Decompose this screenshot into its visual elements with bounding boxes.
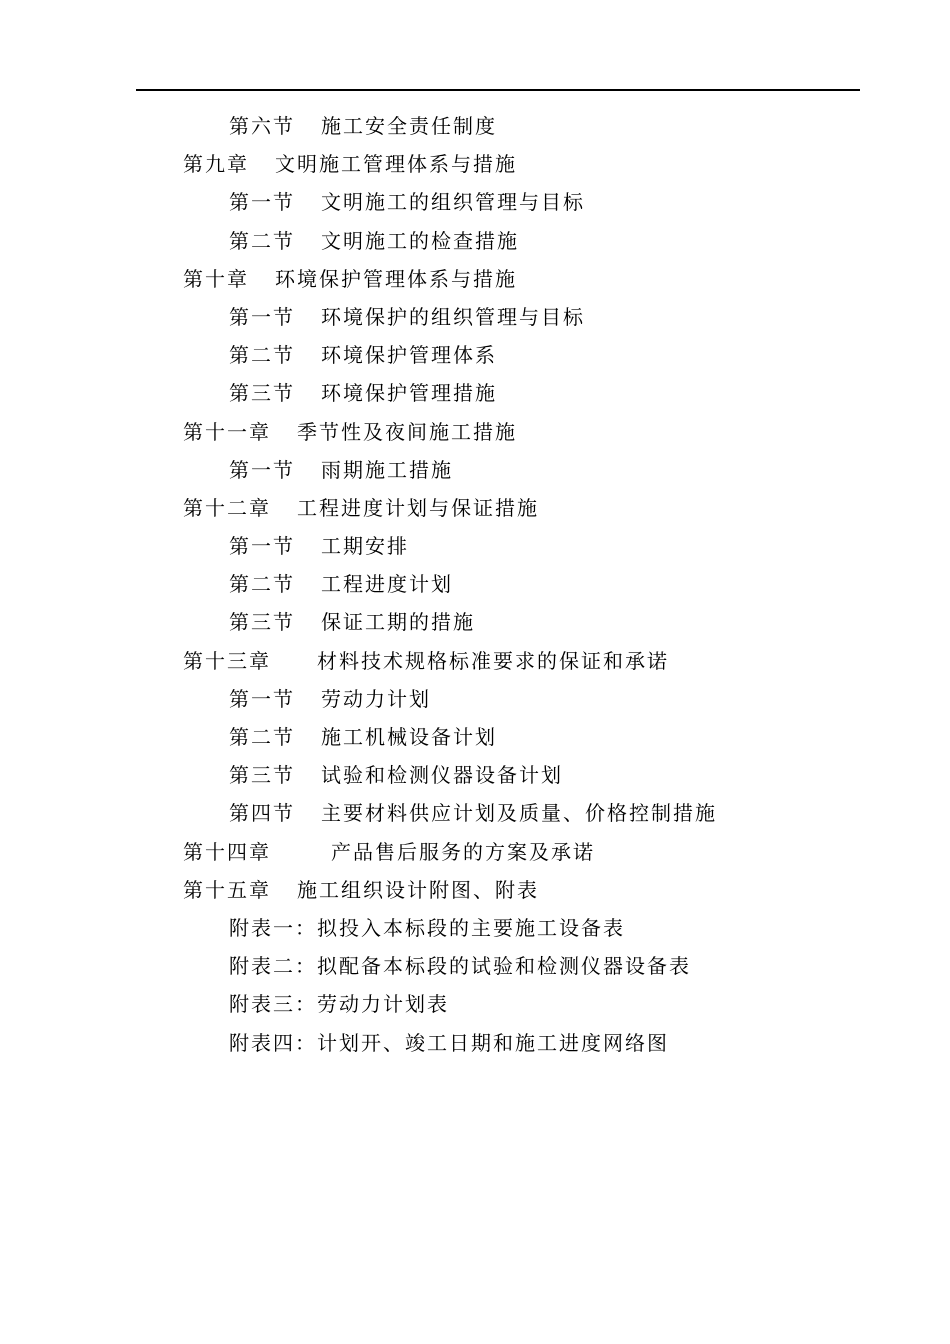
toc-entry-title: 文明施工管理体系与措施 xyxy=(275,152,517,177)
toc-entry-number: 第一节 xyxy=(229,534,295,559)
toc-entry-title: 环境保护管理体系 xyxy=(321,343,497,368)
toc-entry-number: 第十四章 xyxy=(183,839,271,864)
toc-entry-title: 试验和检测仪器设备计划 xyxy=(321,763,563,788)
toc-section-entry[interactable] xyxy=(0,603,950,641)
toc-entry-number: 第九章 xyxy=(183,152,249,177)
toc-section-entry[interactable] xyxy=(0,298,950,336)
toc-section-entry[interactable] xyxy=(0,794,950,832)
toc-section-entry[interactable] xyxy=(0,680,950,718)
toc-entry-number: 附表四： xyxy=(229,1030,317,1055)
toc-chapter-entry[interactable] xyxy=(0,413,950,451)
toc-entry-title: 季节性及夜间施工措施 xyxy=(297,419,517,444)
toc-section-entry[interactable] xyxy=(0,718,950,756)
toc-section-entry[interactable] xyxy=(0,756,950,794)
toc-entry-number: 第一节 xyxy=(229,304,295,329)
toc-entry-title: 拟配备本标段的试验和检测仪器设备表 xyxy=(317,954,691,979)
toc-entry-number: 第三节 xyxy=(229,381,295,406)
toc-entry-title: 文明施工的检查措施 xyxy=(321,228,519,253)
toc-entry-number: 附表三： xyxy=(229,992,317,1017)
toc-chapter-entry[interactable] xyxy=(0,642,950,680)
toc-entry-title: 环境保护管理措施 xyxy=(321,381,497,406)
toc-entry-title: 环境保护管理体系与措施 xyxy=(275,266,517,291)
header-rule xyxy=(136,89,860,91)
toc-entry-number: 第三节 xyxy=(229,763,295,788)
toc-entry-number: 第一节 xyxy=(229,457,295,482)
toc-entry-title: 劳动力计划表 xyxy=(317,992,449,1017)
toc-chapter-entry[interactable] xyxy=(0,871,950,909)
toc-chapter-entry[interactable] xyxy=(0,833,950,871)
toc-entry-title: 保证工期的措施 xyxy=(321,610,475,635)
toc-entry-title: 工期安排 xyxy=(321,534,409,559)
toc-entry-title: 文明施工的组织管理与目标 xyxy=(321,190,585,215)
toc-entry-title: 施工组织设计附图、附表 xyxy=(297,877,539,902)
toc-entry-title: 环境保护的组织管理与目标 xyxy=(321,304,585,329)
toc-entry-title: 劳动力计划 xyxy=(321,686,431,711)
toc-entry-title: 工程进度计划 xyxy=(321,572,453,597)
toc-entry-number: 第十三章 xyxy=(183,648,271,673)
toc-entry-number: 第十二章 xyxy=(183,495,271,520)
toc-section-entry[interactable] xyxy=(0,451,950,489)
toc-entry-number: 附表一： xyxy=(229,915,317,940)
toc-section-entry[interactable] xyxy=(0,374,950,412)
toc-entry-number: 第十章 xyxy=(183,266,249,291)
toc-entry-title: 拟投入本标段的主要施工设备表 xyxy=(317,915,625,940)
table-of-contents xyxy=(0,107,950,1062)
toc-entry-number: 第二节 xyxy=(229,572,295,597)
toc-entry-number: 第四节 xyxy=(229,801,295,826)
toc-section-entry[interactable] xyxy=(0,985,950,1023)
toc-entry-number: 第二节 xyxy=(229,725,295,749)
toc-section-entry[interactable] xyxy=(0,107,950,145)
toc-entry-title: 主要材料供应计划及质量、价格控制措施 xyxy=(321,801,717,826)
toc-entry-number: 第二节 xyxy=(229,343,295,368)
toc-section-entry[interactable] xyxy=(0,222,950,260)
toc-section-entry[interactable] xyxy=(0,565,950,603)
toc-chapter-entry[interactable] xyxy=(0,489,950,527)
toc-entry-number: 第十五章 xyxy=(183,877,271,902)
toc-section-entry[interactable] xyxy=(0,909,950,947)
toc-section-entry[interactable] xyxy=(0,336,950,374)
toc-entry-number: 附表二： xyxy=(229,954,317,979)
toc-entry-number: 第六节 xyxy=(229,114,295,138)
toc-entry-number: 第十一章 xyxy=(183,419,271,444)
toc-entry-number: 第一节 xyxy=(229,686,295,711)
toc-entry-title: 施工安全责任制度 xyxy=(321,114,497,138)
toc-entry-title: 产品售后服务的方案及承诺 xyxy=(331,839,595,864)
toc-section-entry[interactable] xyxy=(0,527,950,565)
toc-entry-title: 施工机械设备计划 xyxy=(321,725,497,749)
toc-entry-number: 第三节 xyxy=(229,610,295,635)
toc-chapter-entry[interactable] xyxy=(0,260,950,298)
toc-entry-title: 计划开、竣工日期和施工进度网络图 xyxy=(317,1030,669,1055)
toc-entry-title: 工程进度计划与保证措施 xyxy=(297,495,539,520)
toc-entry-title: 雨期施工措施 xyxy=(321,457,453,482)
toc-entry-number: 第一节 xyxy=(229,190,295,215)
toc-section-entry[interactable] xyxy=(0,1024,950,1062)
toc-entry-title: 材料技术规格标准要求的保证和承诺 xyxy=(317,648,669,673)
toc-section-entry[interactable] xyxy=(0,183,950,221)
toc-section-entry[interactable] xyxy=(0,947,950,985)
toc-entry-number: 第二节 xyxy=(229,228,295,253)
toc-chapter-entry[interactable] xyxy=(0,145,950,183)
